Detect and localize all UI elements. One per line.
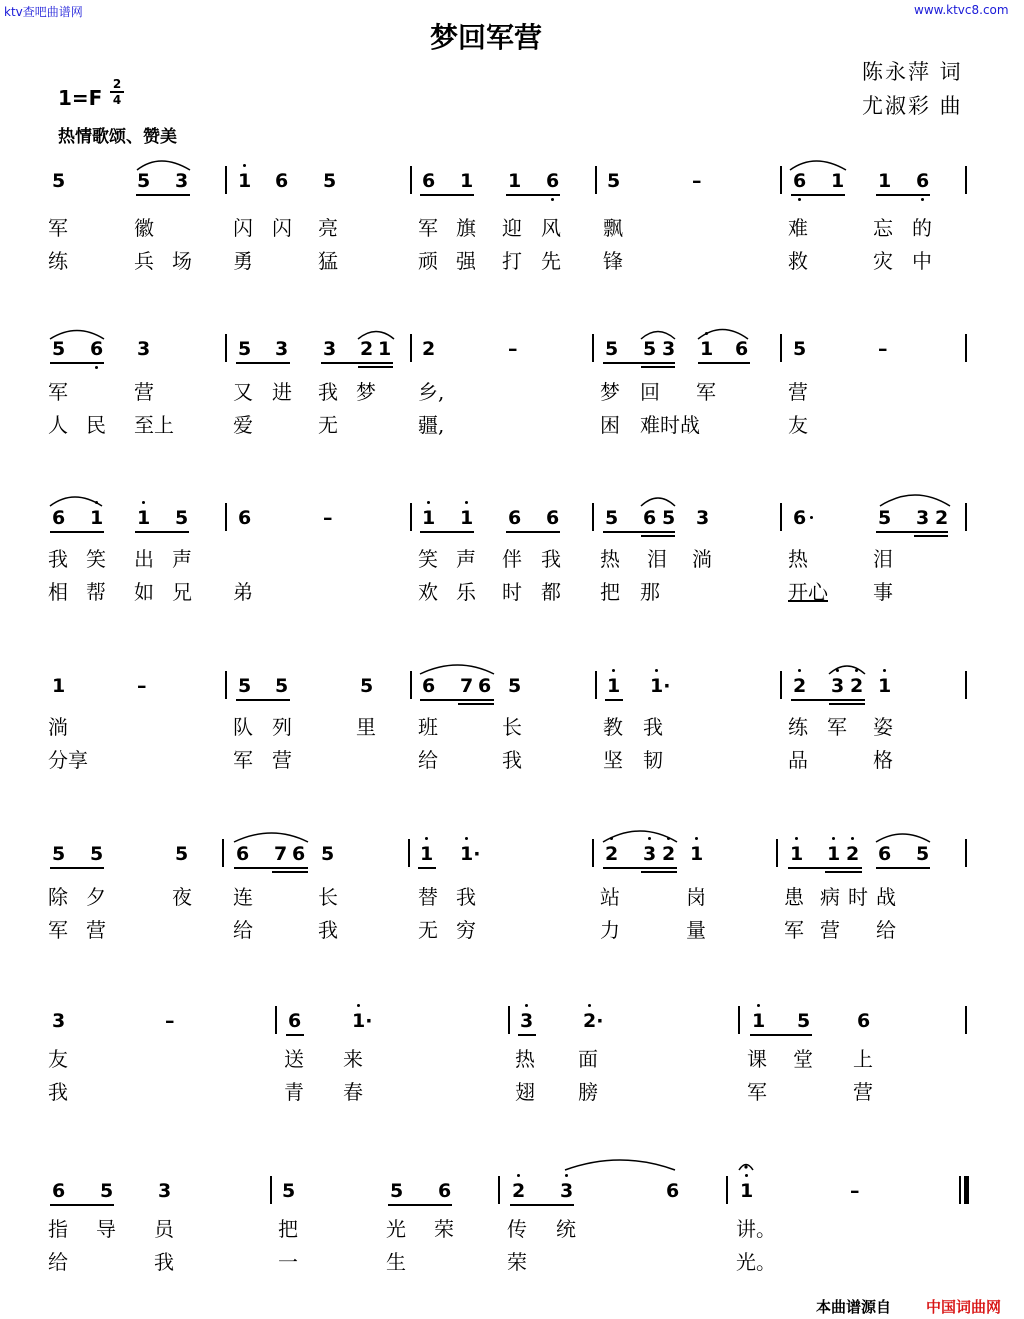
lyric-v2: 先 bbox=[541, 249, 561, 273]
lyric-v2: 军 bbox=[48, 918, 68, 942]
note: 1· bbox=[650, 675, 671, 697]
note: 6 bbox=[878, 843, 892, 865]
note: 1 bbox=[422, 507, 436, 529]
note: 6 bbox=[438, 1180, 452, 1202]
note: 6 bbox=[643, 507, 657, 529]
note: 1 bbox=[790, 843, 804, 865]
note: 5 bbox=[360, 675, 374, 697]
lyric-v2: 我 bbox=[502, 748, 522, 772]
lyric-v1: 军 bbox=[48, 216, 68, 240]
lyric-v2: 救 bbox=[788, 249, 808, 273]
note: 1· bbox=[352, 1010, 373, 1032]
note: 1 bbox=[690, 843, 704, 865]
lyric-v2: 如 bbox=[134, 580, 154, 604]
lyric-v1: 风 bbox=[541, 216, 561, 240]
key-signature: 1=F bbox=[58, 86, 103, 110]
lyric-v1: 课 bbox=[747, 1047, 767, 1071]
lyric-v1: 声 bbox=[172, 547, 192, 571]
lyric-v2: 相 bbox=[48, 580, 68, 604]
note: 6 bbox=[857, 1010, 871, 1032]
lyric-v1: 闪 bbox=[233, 216, 253, 240]
note: 6 bbox=[546, 507, 560, 529]
lyric-v2: 给 bbox=[233, 918, 253, 942]
lyric-v2: 膀 bbox=[578, 1080, 598, 1104]
note: 6 bbox=[916, 170, 930, 192]
note: 3 bbox=[916, 507, 930, 529]
lyric-v1: 列 bbox=[272, 715, 292, 739]
lyric-v1: 荣 bbox=[434, 1217, 454, 1241]
lyric-v1: 笑 bbox=[418, 547, 438, 571]
lyric-v2: 给 bbox=[48, 1250, 68, 1274]
lyric-v1: 班 bbox=[418, 715, 438, 739]
lyric-v1: 教 bbox=[603, 715, 623, 739]
lyric-v1: 夕 bbox=[86, 885, 106, 909]
note: 2 bbox=[935, 507, 949, 529]
lyric-v1: 队 bbox=[233, 715, 253, 739]
note: 3 bbox=[831, 675, 845, 697]
lyric-v1: 长 bbox=[502, 715, 522, 739]
lyric-v2: 军 bbox=[747, 1080, 767, 1104]
lyric-v2: 兄 bbox=[172, 580, 192, 604]
lyric-v2: 欢 bbox=[418, 580, 438, 604]
lyric-v1: 站 bbox=[600, 885, 620, 909]
note: 6 bbox=[793, 170, 807, 192]
note: 1 bbox=[52, 675, 66, 697]
note: 1· bbox=[460, 843, 481, 865]
lyric-v1: 讲。 bbox=[736, 1217, 776, 1241]
dash: – bbox=[850, 1180, 860, 1202]
note: 6 bbox=[422, 675, 436, 697]
note: 3 bbox=[158, 1180, 172, 1202]
note: 6 bbox=[793, 507, 807, 529]
note: 3 bbox=[323, 338, 337, 360]
lyric-v2: 疆, bbox=[418, 413, 445, 437]
lyric-v2: 场 bbox=[172, 249, 192, 273]
lyric-v2: 给 bbox=[876, 918, 896, 942]
lyric-v2: 勇 bbox=[233, 249, 253, 273]
lyric-v2: 力 bbox=[600, 918, 620, 942]
lyric-v1: 军 bbox=[827, 715, 847, 739]
lyric-v2: 营 bbox=[272, 748, 292, 772]
lyric-v1: 我 bbox=[456, 885, 476, 909]
dash: – bbox=[508, 338, 518, 360]
note: 5 bbox=[175, 507, 189, 529]
lyric-v2: 给 bbox=[418, 748, 438, 772]
lyric-v1: 出 bbox=[134, 547, 154, 571]
lyric-v1: 练 bbox=[788, 715, 808, 739]
lyric-v2: 我 bbox=[318, 918, 338, 942]
note: 1 bbox=[508, 170, 522, 192]
note: 6 bbox=[422, 170, 436, 192]
note: 5 bbox=[282, 1180, 296, 1202]
lyric-v1: 军 bbox=[418, 216, 438, 240]
lyric-v1: 乡, bbox=[418, 380, 445, 404]
lyric-v1: 淌 bbox=[692, 547, 712, 571]
lyric-v1: 营 bbox=[134, 380, 154, 404]
lyric-v1: 亮 bbox=[318, 216, 338, 240]
note: 7 bbox=[274, 843, 288, 865]
source-label: 本曲谱源自 bbox=[816, 1298, 892, 1316]
time-sig-bottom: 4 bbox=[112, 92, 122, 107]
lyric-v2: 光。 bbox=[736, 1250, 776, 1274]
lyric-v2: 乐 bbox=[456, 580, 476, 604]
note: 1 bbox=[238, 170, 252, 192]
note: 1 bbox=[700, 338, 714, 360]
lyric-v2: 兵 bbox=[134, 249, 154, 273]
lyric-v2: 军 bbox=[784, 918, 804, 942]
lyric-v2: 强 bbox=[456, 249, 476, 273]
lyric-v2: 我 bbox=[48, 1080, 68, 1104]
lyric-v2: 都 bbox=[541, 580, 561, 604]
lyric-v2: 把 bbox=[600, 580, 620, 604]
tempo-marking: 热情歌颂、赞美 bbox=[58, 127, 177, 147]
lyric-v1: 闪 bbox=[272, 216, 292, 240]
note: 5 bbox=[797, 1010, 811, 1032]
lyric-v2: 坚 bbox=[603, 748, 623, 772]
lyric-v1: 的 bbox=[912, 216, 932, 240]
note: 1 bbox=[607, 675, 621, 697]
note: 3 bbox=[662, 338, 676, 360]
lyric-v2: 无 bbox=[418, 918, 438, 942]
lyric-v1: 姿 bbox=[873, 715, 893, 739]
lyric-v2: 时 bbox=[502, 580, 522, 604]
lyric-v1: 军 bbox=[48, 380, 68, 404]
lyric-v1: 我 bbox=[48, 547, 68, 571]
note: 5 bbox=[662, 507, 676, 529]
fermata-dot bbox=[744, 1165, 747, 1168]
lyric-v1: 我 bbox=[541, 547, 561, 571]
note: 1 bbox=[378, 338, 392, 360]
lyric-v1: 进 bbox=[272, 380, 292, 404]
note: 6 bbox=[52, 507, 66, 529]
lyric-v2: 穷 bbox=[456, 918, 476, 942]
note: 1 bbox=[831, 170, 845, 192]
lyric-v2: 量 bbox=[686, 918, 706, 942]
note: 6 bbox=[478, 675, 492, 697]
lyric-v2: 营 bbox=[86, 918, 106, 942]
lyric-v2: 民 bbox=[86, 413, 106, 437]
lyric-v2: 中 bbox=[912, 249, 932, 273]
lyric-v1: 热 bbox=[515, 1047, 535, 1071]
lyric-v2: 那 bbox=[640, 580, 660, 604]
composer-credit: 尤淑彩 曲 bbox=[862, 94, 963, 118]
lyric-v2: 荣 bbox=[507, 1250, 527, 1274]
note: 2 bbox=[360, 338, 374, 360]
dash: – bbox=[165, 1010, 175, 1032]
lyric-v1: 员 bbox=[154, 1217, 174, 1241]
lyric-v1: 伴 bbox=[502, 547, 522, 571]
watermark-right: www.ktvc8.com bbox=[914, 3, 1009, 17]
lyric-v1: 营 bbox=[788, 380, 808, 404]
note: 1 bbox=[90, 507, 104, 529]
lyric-v1: 病 bbox=[820, 885, 840, 909]
lyric-v1: 连 bbox=[233, 885, 253, 909]
note: 2 bbox=[662, 843, 676, 865]
lyric-v1: 笑 bbox=[86, 547, 106, 571]
lyric-v1: 泪 bbox=[647, 547, 667, 571]
time-sig-top: 2 bbox=[112, 77, 122, 91]
note: 5 bbox=[238, 675, 252, 697]
lyric-v1: 热 bbox=[788, 547, 808, 571]
note: 1 bbox=[460, 170, 474, 192]
note: 6 bbox=[292, 843, 306, 865]
lyric-v2: 灾 bbox=[873, 249, 893, 273]
note: 2· bbox=[583, 1010, 604, 1032]
note: 3 bbox=[560, 1180, 574, 1202]
lyric-v1: 飘 bbox=[603, 216, 623, 240]
lyric-v1: 夜 bbox=[172, 885, 192, 909]
song-title: 梦回军营 bbox=[430, 21, 543, 54]
lyric-v1: 时 bbox=[848, 885, 868, 909]
lyric-v1: 岗 bbox=[686, 885, 706, 909]
lyric-v1: 指 bbox=[48, 1217, 68, 1241]
note: 6 bbox=[236, 843, 250, 865]
note: 6 bbox=[735, 338, 749, 360]
note: 6 bbox=[90, 338, 104, 360]
lyric-v1: 统 bbox=[556, 1217, 576, 1241]
lyric-v2: 翅 bbox=[515, 1080, 535, 1104]
lyric-v2: 难时战 bbox=[640, 413, 700, 437]
lyric-v2: 营 bbox=[853, 1080, 873, 1104]
note: 5 bbox=[275, 675, 289, 697]
lyric-v2: 军 bbox=[233, 748, 253, 772]
lyric-v1: 回 bbox=[640, 380, 660, 404]
note: 5 bbox=[643, 338, 657, 360]
lyric-v1: 旗 bbox=[456, 216, 476, 240]
lyricist-credit: 陈永萍 词 bbox=[862, 60, 963, 84]
lyric-v2: 锋 bbox=[603, 249, 623, 273]
lyric-v1: 战 bbox=[876, 885, 896, 909]
lyric-v1: 泪 bbox=[873, 547, 893, 571]
lyric-v1: 光 bbox=[386, 1217, 406, 1241]
note: 5 bbox=[916, 843, 930, 865]
note: 6 bbox=[52, 1180, 66, 1202]
note: 5 bbox=[321, 843, 335, 865]
note: 1 bbox=[827, 843, 841, 865]
dash: – bbox=[692, 170, 702, 192]
note: 3 bbox=[643, 843, 657, 865]
dash: – bbox=[323, 507, 333, 529]
lyric-v1: 替 bbox=[418, 885, 438, 909]
note: 3 bbox=[520, 1010, 534, 1032]
lyric-v2: 格 bbox=[873, 748, 893, 772]
note: 1 bbox=[420, 843, 434, 865]
note: 6 bbox=[275, 170, 289, 192]
lyric-v2: 至上 bbox=[134, 413, 174, 437]
note: 5 bbox=[137, 170, 151, 192]
note: 1 bbox=[878, 675, 892, 697]
lyric-v1: 声 bbox=[456, 547, 476, 571]
note: 2 bbox=[850, 675, 864, 697]
lyric-v2: 分享 bbox=[48, 748, 88, 772]
note: 5 bbox=[605, 507, 619, 529]
lyric-v1: 上 bbox=[853, 1047, 873, 1071]
lyric-v1: 导 bbox=[96, 1217, 116, 1241]
note: 5 bbox=[390, 1180, 404, 1202]
source-site-link[interactable]: 中国词曲网 bbox=[926, 1298, 1002, 1316]
lyric-v2: 一 bbox=[278, 1250, 298, 1274]
note: 3 bbox=[696, 507, 710, 529]
lyric-v1: 面 bbox=[578, 1047, 598, 1071]
lyric-v1: 忘 bbox=[873, 216, 893, 240]
note: 5 bbox=[100, 1180, 114, 1202]
note: 5 bbox=[52, 170, 66, 192]
lyric-v1: 里 bbox=[356, 715, 376, 739]
lyric-v2: 困 bbox=[600, 413, 620, 437]
note: 2 bbox=[512, 1180, 526, 1202]
lyric-v1: 军 bbox=[696, 380, 716, 404]
note: 2 bbox=[422, 338, 436, 360]
lyric-v1: 又 bbox=[233, 380, 253, 404]
lyric-v1: 传 bbox=[507, 1217, 527, 1241]
note: 6 bbox=[546, 170, 560, 192]
note: 6 bbox=[238, 507, 252, 529]
lyric-v1: 我 bbox=[643, 715, 663, 739]
lyric-v2: 无 bbox=[318, 413, 338, 437]
lyric-v1: 我 bbox=[318, 380, 338, 404]
note: 1 bbox=[460, 507, 474, 529]
lyric-v2: 帮 bbox=[86, 580, 106, 604]
note: 5 bbox=[878, 507, 892, 529]
lyric-v2: 韧 bbox=[643, 748, 663, 772]
lyric-v2: 打 bbox=[502, 249, 522, 273]
lyric-v2: 青 bbox=[284, 1080, 304, 1104]
lyric-v1: 患 bbox=[784, 885, 804, 909]
note: 1 bbox=[752, 1010, 766, 1032]
lyric-v1: 把 bbox=[278, 1217, 298, 1241]
note: 1 bbox=[137, 507, 151, 529]
lyric-v1: 长 bbox=[318, 885, 338, 909]
lyric-v1: 友 bbox=[48, 1047, 68, 1071]
lyric-v2: 人 bbox=[48, 413, 68, 437]
note: 3 bbox=[175, 170, 189, 192]
lyric-v1: 徽 bbox=[134, 216, 154, 240]
lyric-v2: 友 bbox=[788, 413, 808, 437]
note: 5 bbox=[323, 170, 337, 192]
lyric-v1: 热 bbox=[600, 547, 620, 571]
lyric-v2: 生 bbox=[386, 1250, 406, 1274]
note: 5 bbox=[607, 170, 621, 192]
note: 5 bbox=[793, 338, 807, 360]
note: 5 bbox=[238, 338, 252, 360]
lyric-v1: 梦 bbox=[356, 380, 376, 404]
note: 1 bbox=[878, 170, 892, 192]
lyric-v1: 除 bbox=[48, 885, 68, 909]
dash: – bbox=[137, 675, 147, 697]
note: 6 bbox=[288, 1010, 302, 1032]
note: 5 bbox=[90, 843, 104, 865]
lyric-v2: 事 bbox=[873, 580, 893, 604]
watermark-left: ktv查吧曲谱网 bbox=[4, 5, 83, 19]
note: 5 bbox=[52, 843, 66, 865]
lyric-v2: 弟 bbox=[233, 580, 253, 604]
note: 3 bbox=[52, 1010, 66, 1032]
lyric-v1: 难 bbox=[788, 216, 808, 240]
lyric-v1: 迎 bbox=[502, 216, 522, 240]
lyric-v2: 顽 bbox=[418, 249, 438, 273]
note: 2 bbox=[846, 843, 860, 865]
lyric-v1: 梦 bbox=[600, 380, 620, 404]
lyric-v1: 送 bbox=[284, 1047, 304, 1071]
note: 1 bbox=[740, 1180, 754, 1202]
note: 2 bbox=[605, 843, 619, 865]
note: 7 bbox=[460, 675, 474, 697]
note: 2 bbox=[793, 675, 807, 697]
lyric-v1: 淌 bbox=[48, 715, 68, 739]
note: 5 bbox=[605, 338, 619, 360]
note: 5 bbox=[52, 338, 66, 360]
note: 6 bbox=[508, 507, 522, 529]
note: 5 bbox=[175, 843, 189, 865]
note: 5 bbox=[508, 675, 522, 697]
lyric-v2: 猛 bbox=[318, 249, 338, 273]
lyric-v2: 开心 bbox=[788, 580, 828, 604]
lyric-v2: 品 bbox=[788, 748, 808, 772]
lyric-v1: 堂 bbox=[793, 1047, 813, 1071]
dash: – bbox=[878, 338, 888, 360]
lyric-v2: 营 bbox=[820, 918, 840, 942]
lyric-v1: 来 bbox=[343, 1047, 363, 1071]
lyric-v2: 爱 bbox=[233, 413, 253, 437]
lyric-v2: 我 bbox=[154, 1250, 174, 1274]
note: 6 bbox=[666, 1180, 680, 1202]
note: 3 bbox=[275, 338, 289, 360]
lyric-v2: 春 bbox=[343, 1080, 363, 1104]
note: 3 bbox=[137, 338, 151, 360]
lyric-v2: 练 bbox=[48, 249, 68, 273]
